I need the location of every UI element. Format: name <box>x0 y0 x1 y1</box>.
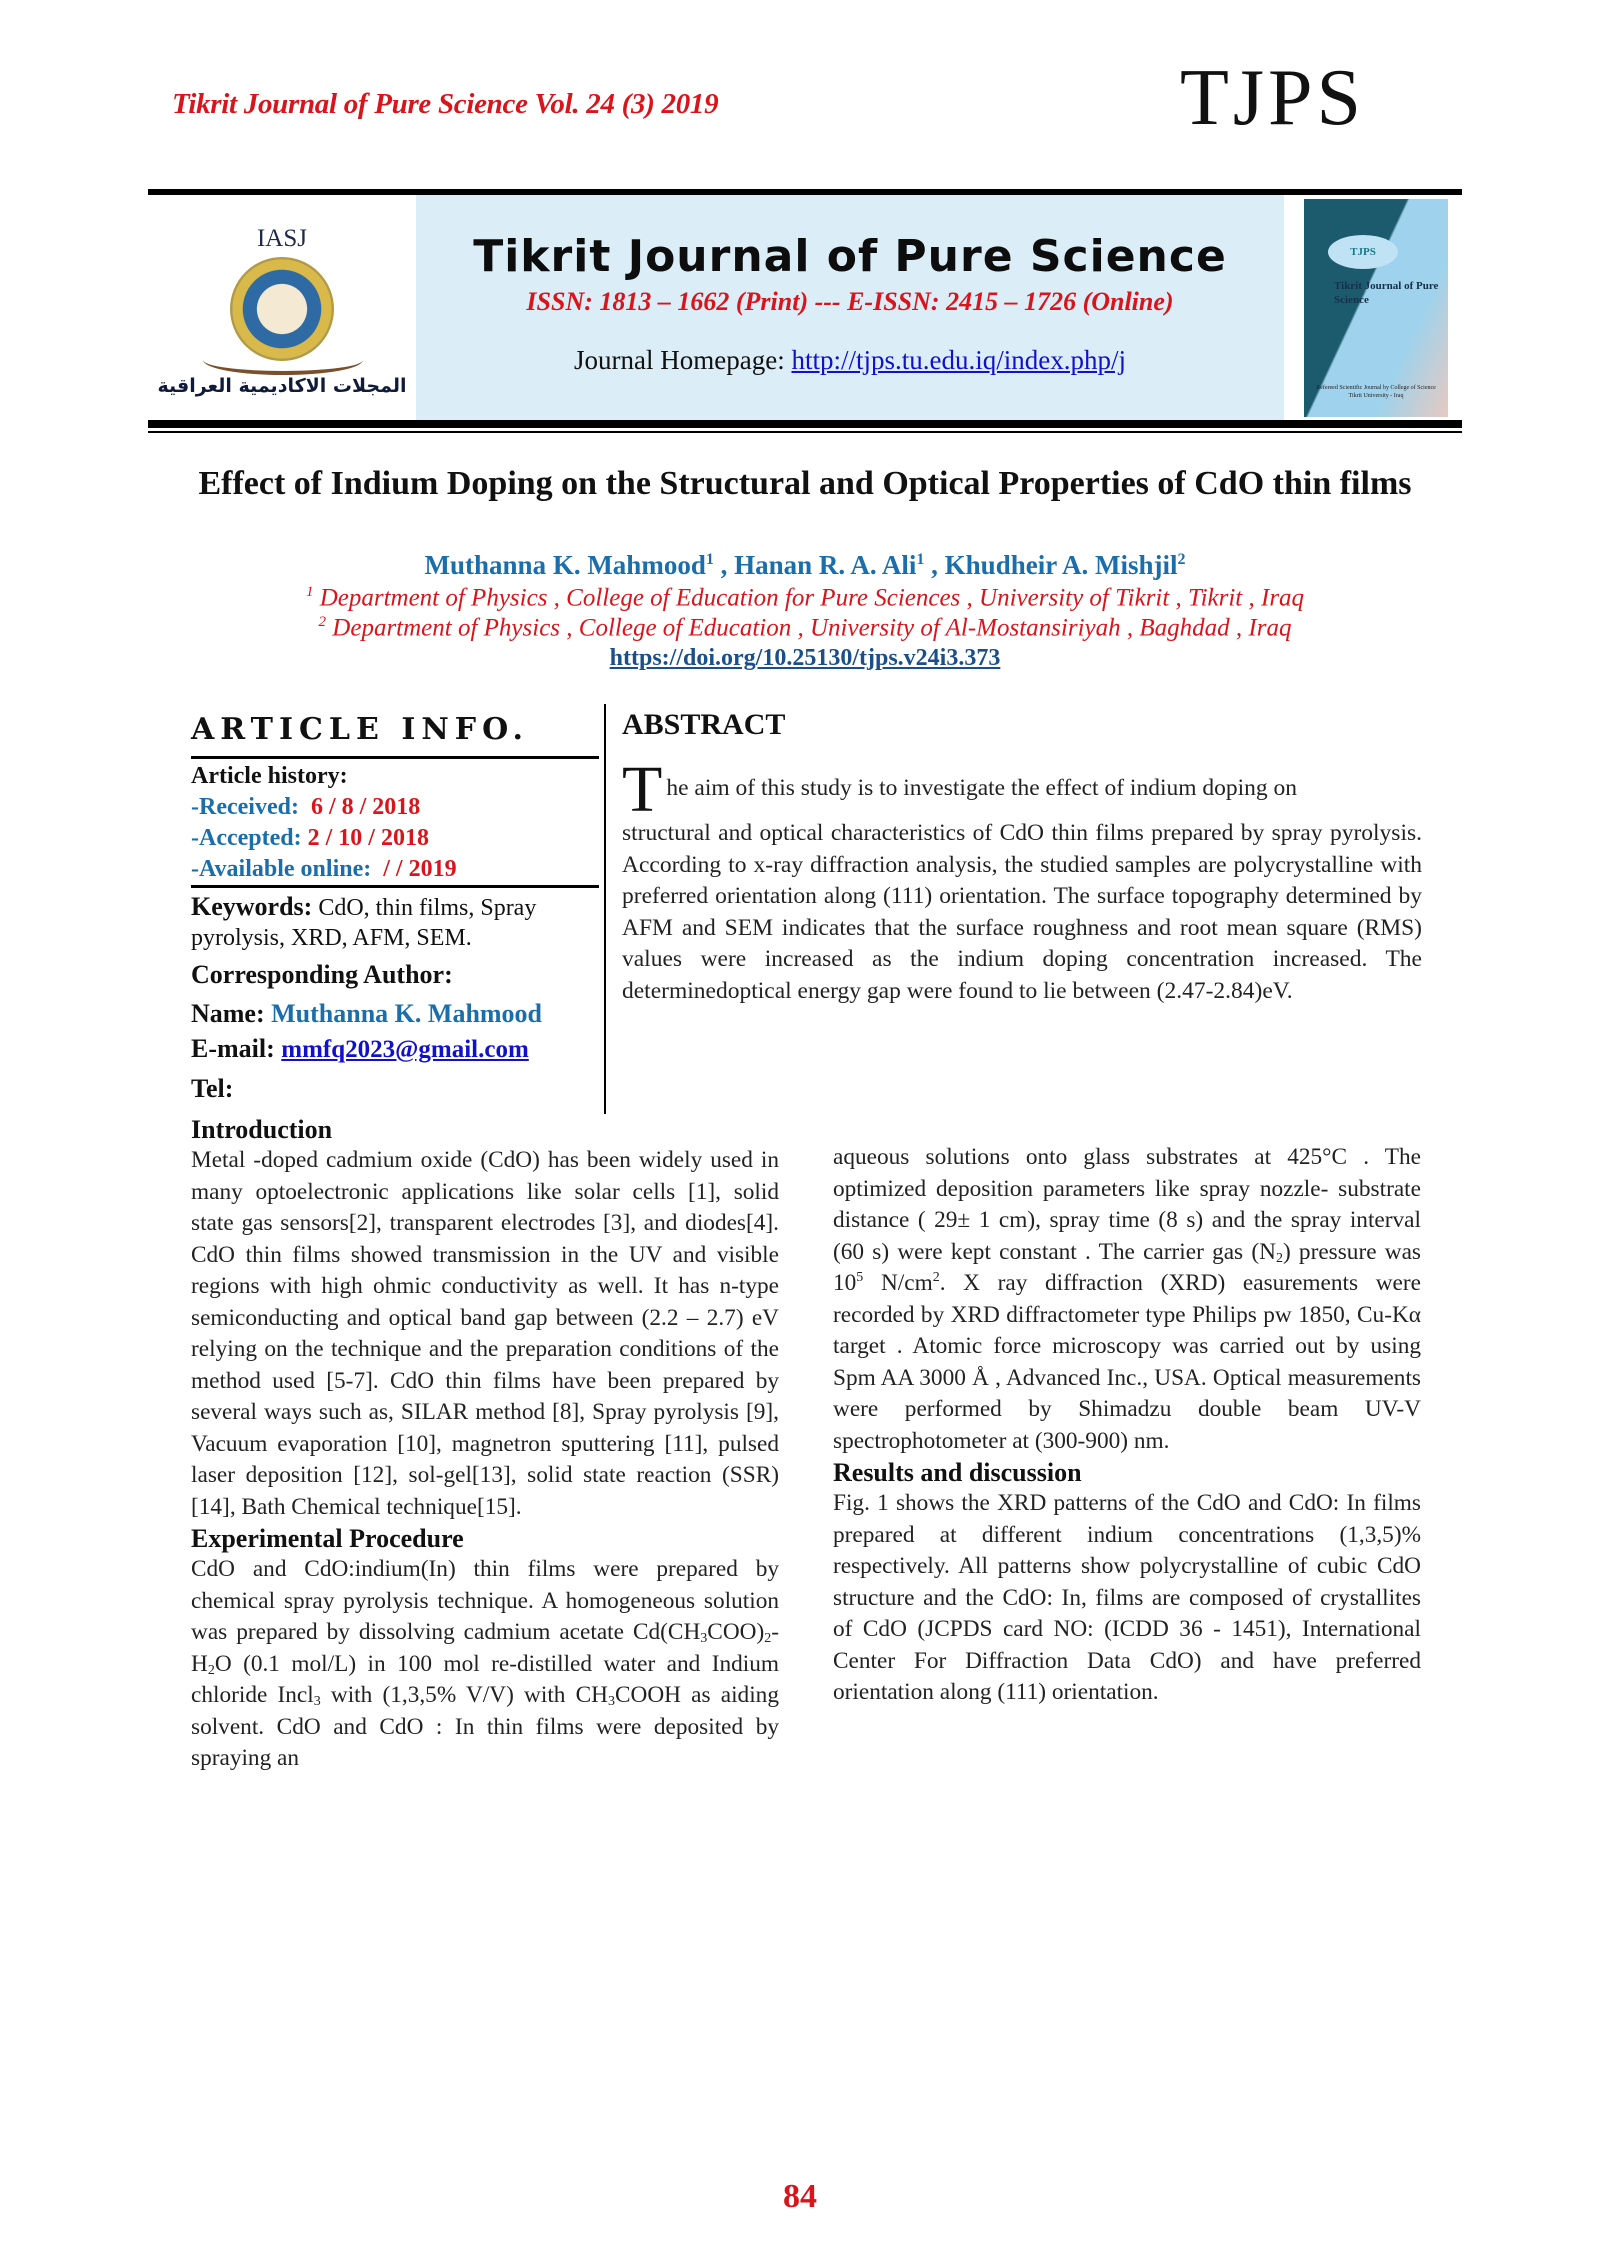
section-heading-experimental: Experimental Procedure <box>191 1524 464 1553</box>
corresponding-author-name: Muthanna K. Mahmood <box>271 999 543 1028</box>
banner-bottom-thin-rule <box>148 431 1462 433</box>
open-book-icon <box>203 345 363 375</box>
homepage-link[interactable]: http://tjps.tu.edu.iq/index.php/j <box>791 345 1126 375</box>
abstract-body: structural and optical characteristics of CdO thin films prepared by spray pyrolysis. According to x-ray diffraction analysis, the studied samples are polycrystalline with preferred orientation along (111) orientation. The surface topography determined by AFM and SEM indicates that the surface roughness and root mean square (RMS) values were increased as the indium doping concentration increased. The determinedoptical energy gap were found to lie between (2.47-2.84)eV. <box>622 820 1422 1004</box>
iasj-label: IASJ <box>256 225 307 252</box>
banner-center-panel <box>416 195 1284 420</box>
running-journal-title: Tikrit Journal of Pure Science Vol. 24 (3) 2019 <box>172 88 719 120</box>
email-row: E-mail: mmfq2023@gmail.com <box>191 1034 529 1063</box>
journal-cover-thumbnail <box>1284 195 1462 420</box>
keywords-label: Keywords: <box>191 892 313 921</box>
journal-name: Tikrit Journal of Pure Science <box>473 231 1227 282</box>
homepage-label: Journal Homepage: <box>574 345 792 375</box>
cover-title: Tikrit Journal of Pure Science <box>1334 280 1439 307</box>
introduction-text: Metal -doped cadmium oxide (CdO) has been widely used in many optoelectronic applications like solar cells [1], solid state gas sensors[2], transparent electrodes [3], and diodes[4]. CdO thin films showed transmission in the UV and visible regions with high ohmic conductivity as well. It has n-type semiconducting and optical band gap between (2.2 – 2.7) eV relying on the technique and the preparation conditions of the method used [5-7]. CdO thin films have been prepared by several ways such as, SILAR method [8], Spray pyrolysis [9], Vacuum evaporation [10], magnetron sputtering [11], pulsed laser deposition [12], sol-gel[13], solid state reaction (SSR) [14], Bath Chemical technique[15]. <box>191 1147 779 1520</box>
section-heading-introduction: Introduction <box>191 1115 333 1144</box>
article-info-heading: ARTICLE INFO. <box>191 712 529 747</box>
results-text: Fig. 1 shows the XRD patterns of the CdO and CdO: In films prepared at different indium concentrations (1,3,5)% respectively. All patterns show polycrystalline of cubic CdO structure and the CdO: In, films are composed of crystallites of CdO (JCPDS card NO: (ICDD 36 - 1451), International Center For Diffraction Data CdO) and have preferred orientation along (111) orientation. <box>833 1490 1421 1705</box>
author-list: Muthanna K. Mahmood$^1$ , Hanan R. A. Ali$^1$ , Khudheir A. Mishjil$^2$ <box>424 550 1186 580</box>
received-date: -Received: 6 / 8 / 2018 <box>191 794 421 820</box>
iasj-logo <box>148 195 416 420</box>
page-number: 84 <box>783 2178 817 2215</box>
corresponding-author-label: Corresponding Author: <box>191 960 453 989</box>
paper-title: Effect of Indium Doping on the Structural and Optical Properties of CdO thin films <box>198 465 1412 502</box>
column-divider <box>604 704 606 1114</box>
cover-image <box>1304 199 1448 417</box>
article-info-panel <box>191 712 599 1106</box>
author-name: Muthanna K. Mahmood <box>424 550 706 580</box>
cover-footer: Refereed Scientific Journal by College of Science Tikrit University - Iraq <box>1316 385 1436 399</box>
cover-oval-label: TJPS <box>1328 235 1398 269</box>
divider <box>191 756 599 759</box>
journal-banner <box>148 195 1462 420</box>
tjps-logo-text: TJPS <box>1180 54 1365 142</box>
journal-homepage <box>416 345 1284 376</box>
affiliation-2: $^2$ Department of Physics , College of Education , University of Al-Mostansiriyah , Baghdad , Iraq <box>318 614 1292 642</box>
accepted-date: -Accepted: 2 / 10 / 2018 <box>191 825 429 851</box>
abstract-first-line: The aim of this study is to investigate the effect of indium doping on <box>622 753 1298 826</box>
issn-line: ISSN: 1813 – 1662 (Print) --- E-ISSN: 2415 – 1726 (Online) <box>526 287 1174 316</box>
doi-link[interactable]: https://doi.org/10.25130/tjps.v24i3.373 <box>609 645 1001 671</box>
section-heading-results: Results and discussion <box>833 1458 1082 1487</box>
drop-cap: T <box>622 753 663 826</box>
experimental-text-part2: aqueous solutions onto glass substrates at 425°C . The optimized deposition parameters like spray nozzle- substrate distance ( 29± 1 cm), spray time (8 s) and the spray interval (60 s) were kept constant . The carrier gas $(N_2)$ pressure was $10^5$ $N/cm^2$. X ray diffraction (XRD) easurements were recorded by XRD diffractometer type Philips pw 1850, Cu-Kα target . Atomic force microscopy was carried out by using Spm AA 3000 Å , Advanced Inc., USA. Optical measurements were performed by Shimadzu double beam UV-V spectrophotometer at (300-900) nm. <box>833 1144 1421 1454</box>
keywords <box>191 892 599 953</box>
iasj-arabic-label: المجلات الاكاديمية العراقية <box>157 375 407 397</box>
available-online-date: -Available online: / / 2019 <box>191 856 457 882</box>
author-name-row: Name: Muthanna K. Mahmood <box>191 999 543 1028</box>
divider <box>191 885 599 888</box>
banner-bottom-rule <box>148 420 1462 428</box>
body-column-left <box>191 1114 779 1775</box>
email-link[interactable]: mmfq2023@gmail.com <box>281 1036 529 1063</box>
author-name: Hanan R. A. Ali <box>734 550 917 580</box>
affiliation-1: $^1$ Department of Physics , College of Education for Pure Sciences , University of Tikrit , Tikrit , Iraq <box>305 584 1305 612</box>
abstract-heading: ABSTRACT <box>622 708 786 741</box>
keywords-value: CdO, thin films, Spray pyrolysis, XRD, AFM, SEM. <box>191 895 537 951</box>
experimental-text-part1: CdO and CdO:indium(In) thin films were prepared by chemical spray pyrolysis technique. A homogeneous solution was prepared by dissolving cadmium acetate $Cd(CH_3COO)_2-H_2O$ (0.1 mol/L) in 100 mol re-distilled water and Indium chloride Incl$_3$ with (1,3,5% V/V) with $CH_3COOH$ as aiding solvent. CdO and CdO : In thin films were deposited by spraying an <box>191 1556 779 1771</box>
doi <box>160 645 1450 672</box>
article-history-label: Article history: <box>191 763 348 789</box>
tel-label: Tel: <box>191 1074 234 1103</box>
body-column-right <box>833 1142 1421 1709</box>
author-name: Khudheir A. Mishjil <box>944 550 1178 580</box>
abstract <box>622 708 1422 1007</box>
